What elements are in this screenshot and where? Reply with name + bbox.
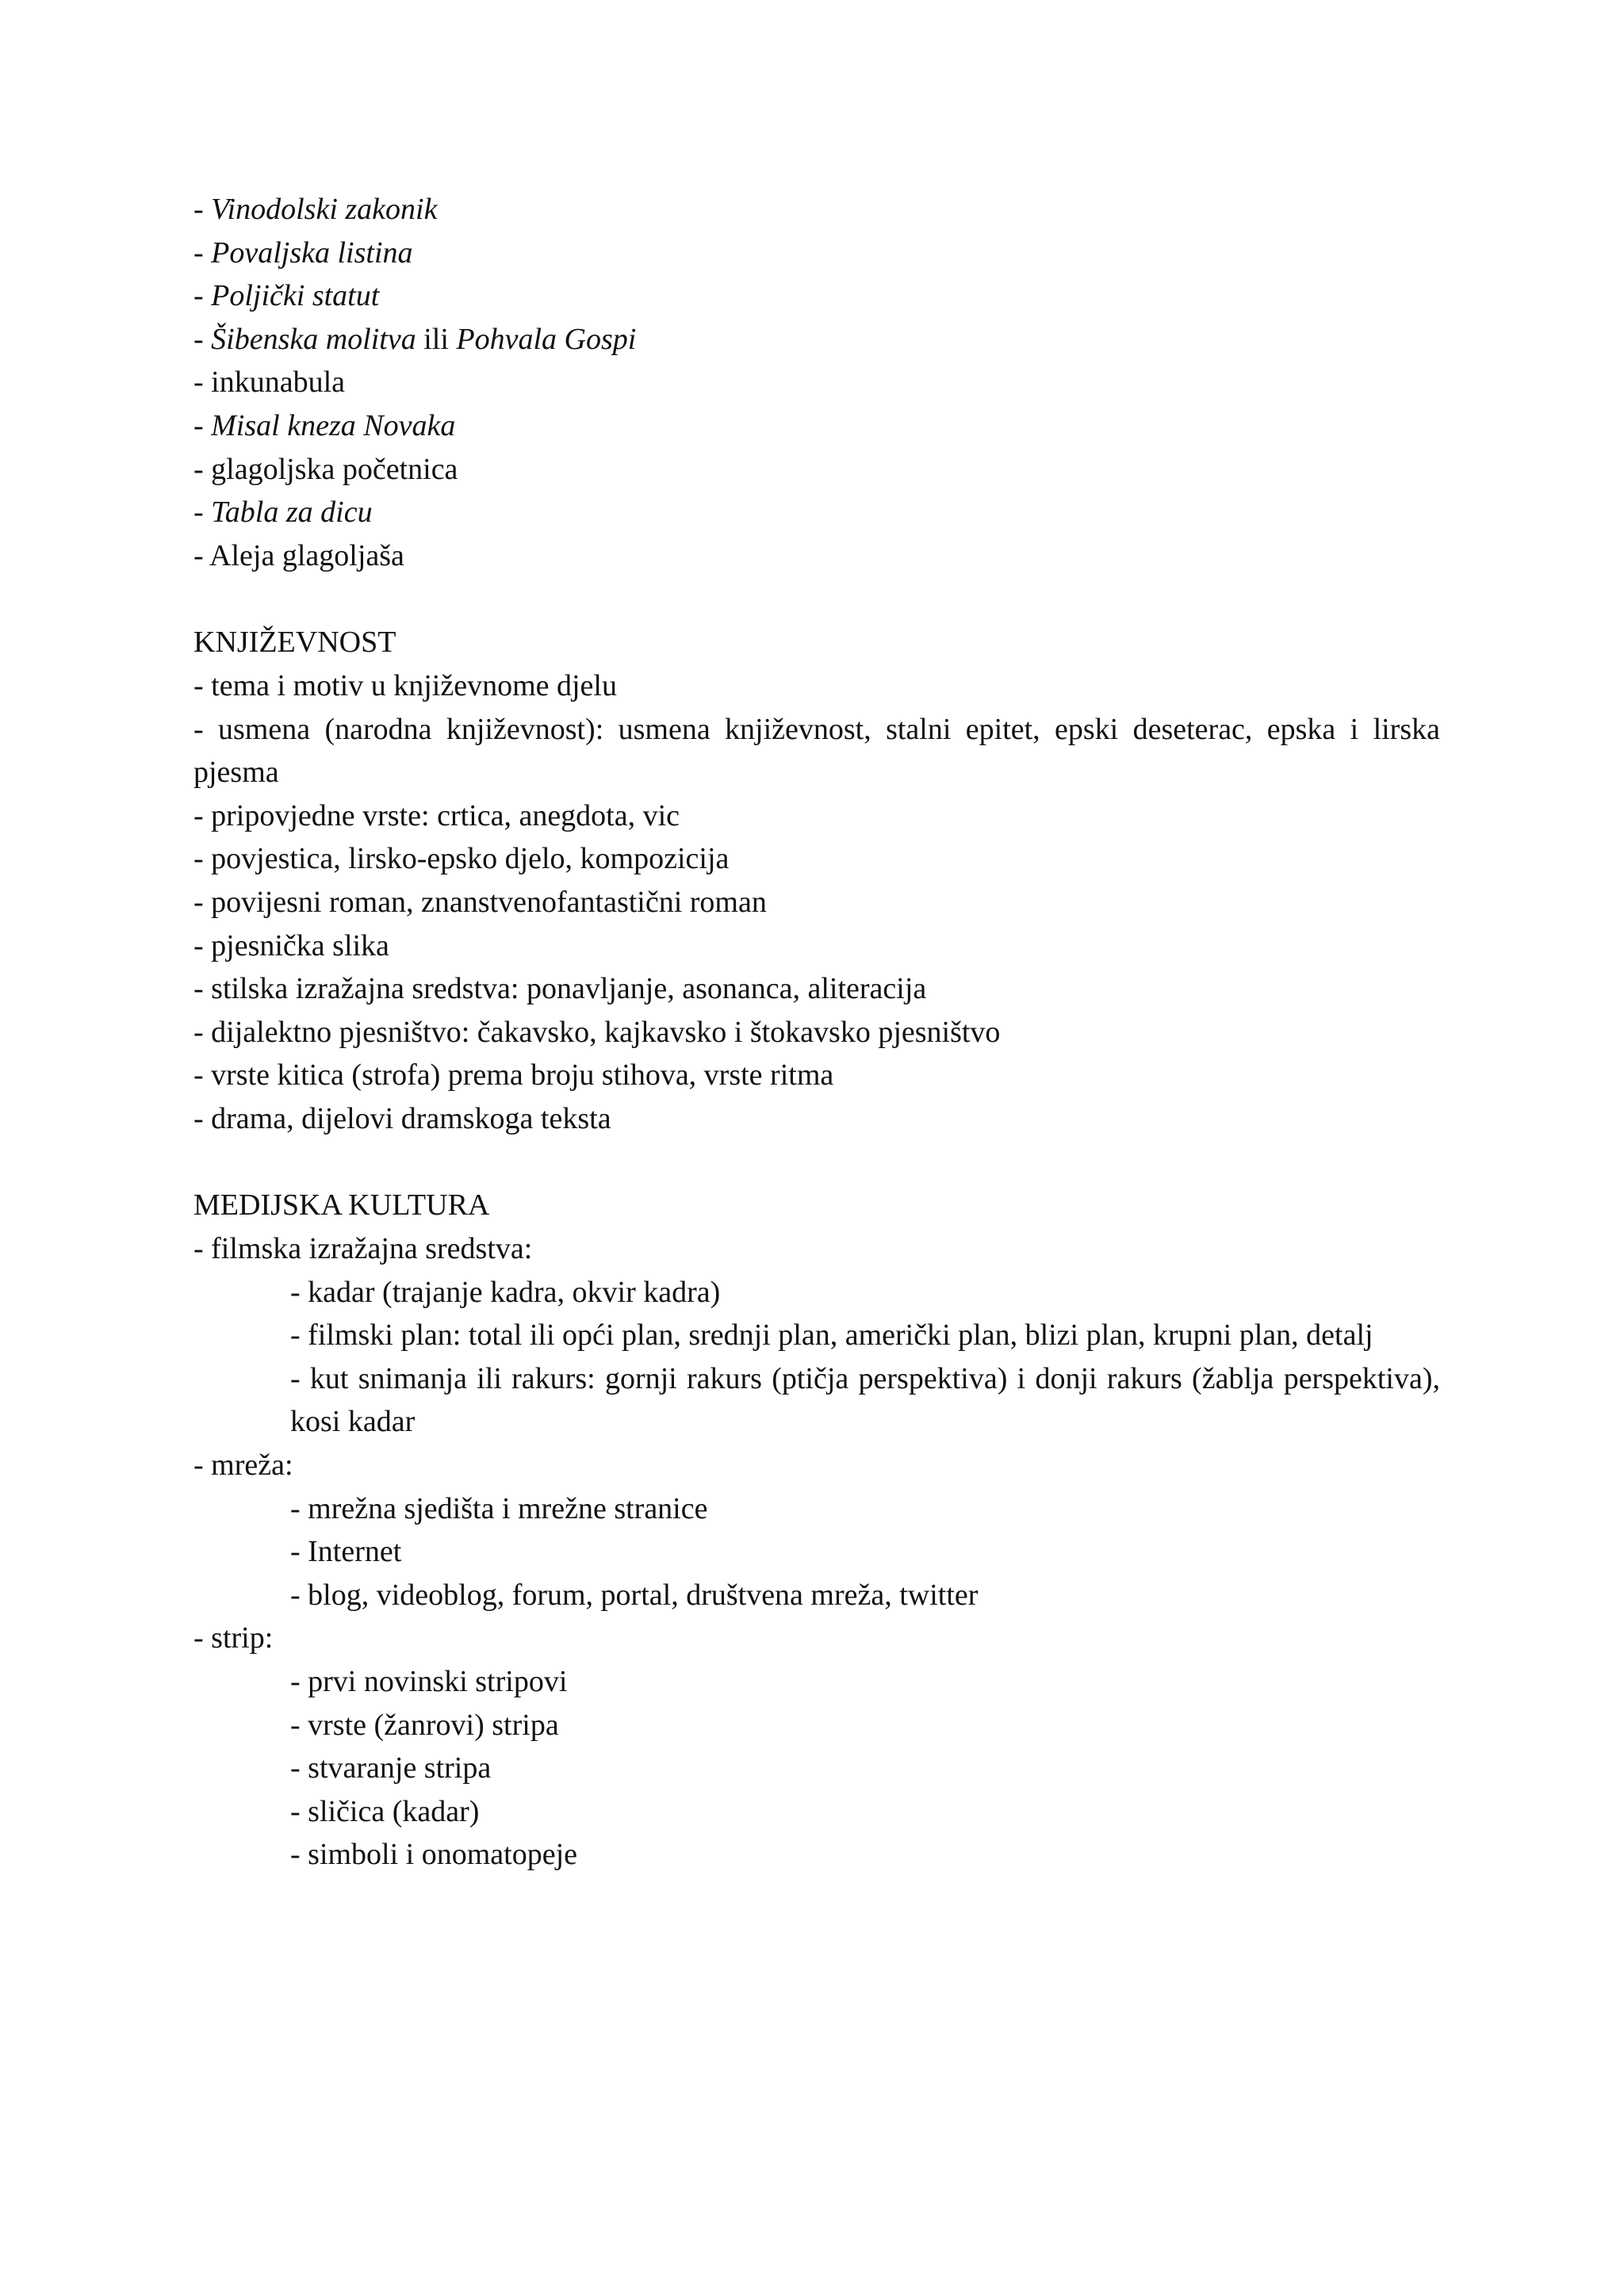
list-item xyxy=(193,318,1440,362)
list-item: - Aleja glagoljaša xyxy=(193,538,404,572)
list-item: - filmski plan: total ili opći plan, srednji plan, američki plan, blizi plan, krupni plan, detalj xyxy=(290,1318,1373,1353)
list-item: - pjesnička slika xyxy=(193,928,389,962)
list-item: - stvaranje stripa xyxy=(290,1751,492,1785)
list-item: - pripovjedne vrste: crtica, anegdota, vic xyxy=(193,798,680,832)
list-item: - sličica (kadar) xyxy=(290,1794,480,1828)
list-item: - prvi novinski stripovi xyxy=(290,1665,568,1698)
italic-title: Misal kneza Novaka xyxy=(211,408,456,442)
sublist-label-mreza: - mreža: xyxy=(193,1448,293,1483)
list-item: - Internet xyxy=(290,1535,402,1569)
italic-title: Pohvala Gospi xyxy=(456,322,637,356)
list-item: - povjestica, lirsko-epsko djelo, kompozicija xyxy=(193,842,730,876)
list-item: - glagoljska početnica xyxy=(193,452,458,486)
sublist-label-film: - filmska izražajna sredstva: xyxy=(193,1232,533,1266)
list-item: - drama, dijelovi dramskoga teksta xyxy=(193,1101,611,1135)
dash: - xyxy=(193,496,212,530)
list-item: - stilska izražajna sredstva: ponavljanje, asonanca, aliteracija xyxy=(193,972,927,1006)
list-item xyxy=(193,188,1440,232)
list-item: - simboli i onomatopeje xyxy=(290,1838,578,1872)
document-page xyxy=(193,188,1440,1877)
list-item: - dijalektno pjesništvo: čakavsko, kajkavsko i štokavsko pjesništvo xyxy=(193,1015,1001,1049)
italic-title: Tabla za dicu xyxy=(211,496,373,530)
dash: - xyxy=(193,408,212,442)
list-item: - usmena (narodna književnost): usmena književnost, stalni epitet, epski deseterac, epska i lirska pjesma xyxy=(193,712,1440,790)
list-item: - kut snimanja ili rakurs: gornji rakurs (ptičja perspektiva) i donji rakurs (žablja perspektiva), kosi kadar xyxy=(290,1361,1440,1439)
dash: - xyxy=(193,235,212,270)
list-item: - vrste kitica (strofa) prema broju stihova, vrste ritma xyxy=(193,1058,834,1093)
italic-title: Poljički statut xyxy=(211,279,380,313)
list-item: - inkunabula xyxy=(193,365,346,400)
list-item xyxy=(193,404,1440,448)
italic-title: Vinodolski zakonik xyxy=(211,193,438,226)
list-item: - tema i motiv u književnome djelu xyxy=(193,668,617,702)
section-medijska-kultura xyxy=(193,1184,1440,1877)
spacer xyxy=(193,1140,1440,1184)
dash: - xyxy=(193,322,212,356)
list-item xyxy=(193,232,1440,275)
connector-text: ili xyxy=(416,322,457,356)
section-heading: MEDIJSKA KULTURA xyxy=(193,1188,490,1223)
list-item xyxy=(193,274,1440,318)
dash: - xyxy=(193,193,212,226)
spacer xyxy=(193,577,1440,621)
list-item: - povijesni roman, znanstvenofantastični roman xyxy=(193,885,767,919)
list-item: - mrežna sjedišta i mrežne stranice xyxy=(290,1491,708,1525)
section-heading: KNJIŽEVNOST xyxy=(193,626,396,660)
list-item: - blog, videoblog, forum, portal, društvena mreža, twitter xyxy=(290,1578,979,1612)
sublist-label-strip: - strip: xyxy=(193,1621,274,1655)
italic-title: Povaljska listina xyxy=(211,235,413,270)
italic-title: Šibenska molitva xyxy=(211,322,416,356)
list-item: - kadar (trajanje kadra, okvir kadra) xyxy=(290,1275,721,1309)
dash: - xyxy=(193,279,212,313)
list-item: - vrste (žanrovi) stripa xyxy=(290,1708,559,1742)
list-item xyxy=(193,491,1440,534)
section-knjizevnost xyxy=(193,621,1440,1140)
list-historical-documents xyxy=(193,188,1440,577)
